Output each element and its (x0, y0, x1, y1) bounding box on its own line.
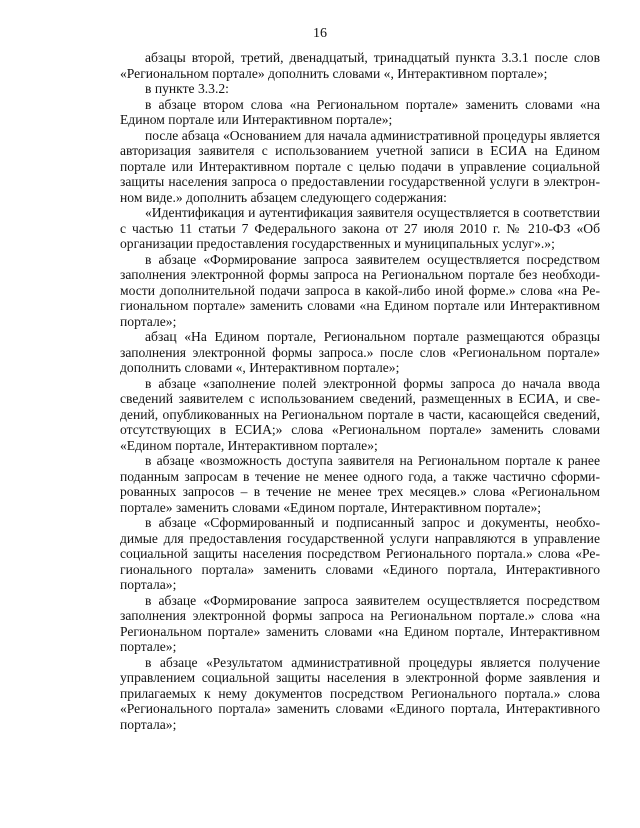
page-number: 16 (313, 26, 327, 41)
paragraph: в абзаце «возможность доступа заявителя на Региональном портале к ранее поданным запросам в течение не менее одного года, а также частично сформированных запросов – в течение не менее трех месяцев.» слова «Региональном портале» заменить словами «Едином портале, Интерактивном портале»; (120, 453, 600, 515)
paragraph: в абзаце «Результатом административной процедуры является получение управлением социальной защиты населения в электронной форме заявления и прилагаемых к нему документов посредством Регионального портала.» слова «Регионального портала» заменить словами «Единого портала, Интерактивного портала»; (120, 654, 600, 732)
paragraph: в абзаце «заполнение полей электронной формы запроса до начала ввода сведений заявителем с использованием сведений, размещенных в ЕСИА, и сведений, опубликованных на Региональном портале в части, касающейся сведений, отсутствующих в ЕСИА;» слова «Региональном портале» заменить словами «Едином портале, Интерактивном портале»; (120, 375, 600, 453)
paragraph: в абзаце «Формирование запроса заявителем осуществляется посредством заполнения электронной формы запроса на Региональном портале без необходимости дополнительной подачи запроса в какой-либо иной форме.» слова «на Региональном портале» заменить словами «на Едином портале или Интерактивном портале»; (120, 251, 600, 329)
paragraph: в абзаце «Сформированный и подписанный запрос и документы, необходимые для предоставления государственной услуги направляются в управление социальной защиты населения посредством Регионального портала.» слова «Регионального портала» заменить словами «Единого портала, Интерактивного портала»; (120, 515, 600, 592)
paragraph: в абзаце «Формирование запроса заявителем осуществляется посредством заполнения электронной формы запроса на Региональном портале.» слова «на Региональном портале» заменить словами «на Едином портале, Интерактивном портале»; (120, 592, 600, 654)
paragraph: абзацы второй, третий, двенадцатый, тринадцатый пункта 3.3.1 после слов «Региональном портале» дополнить словами «, Интерактивном портале»; (120, 50, 600, 81)
paragraph: «Идентификация и аутентификация заявителя осуществляется в соответствии с частью 11 статьи 7 Федерального закона от 27 июля 2010 г. № 210-ФЗ «Об организации предоставления государственных и муниципальных услуг».»; (120, 205, 600, 251)
paragraph: абзац «На Едином портале, Региональном портале размещаются образцы заполнения электронной формы запроса.» после слов «Региональном портале» дополнить словами «, Интерактивном портале»; (120, 329, 600, 375)
paragraph: в абзаце втором слова «на Региональном портале» заменить словами «на Едином портале или Интерактивном портале»; (120, 96, 600, 127)
paragraph: в пункте 3.3.2: (145, 81, 229, 96)
paragraph: после абзаца «Основанием для начала административной процедуры является авторизация заявителя с использованием учетной записи в ЕСИА на Едином портале или Интерактивном портале с целью подачи в управление социальной защиты населения запроса о предоставлении государственной услуги в электронном виде.» дополнить абзацем следующего содержания: (120, 127, 600, 205)
document-body (120, 50, 600, 732)
